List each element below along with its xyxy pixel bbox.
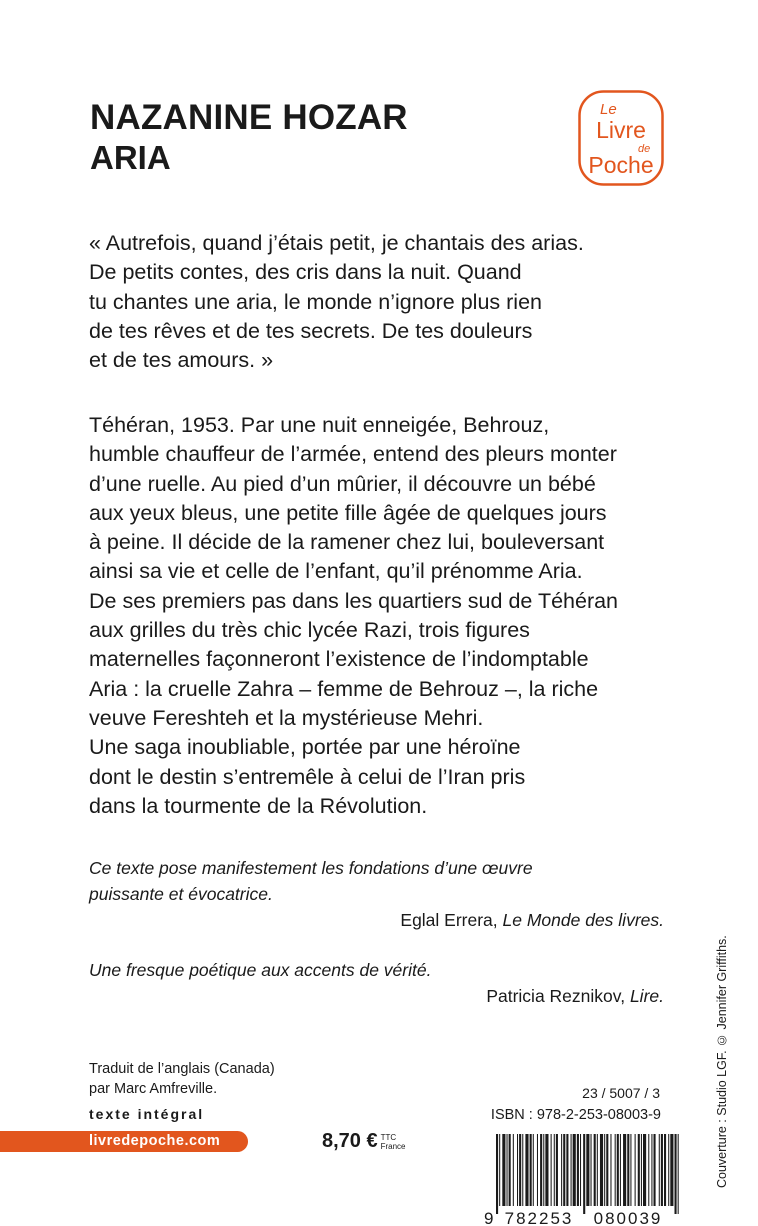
price-tax-ttc: TTC bbox=[380, 1133, 397, 1142]
barcode-bar bbox=[566, 1134, 568, 1206]
barcode-bar bbox=[654, 1134, 656, 1206]
synopsis-line: veuve Fereshteh et la mystérieuse Mehri. bbox=[89, 705, 484, 730]
barcode-bar bbox=[678, 1134, 679, 1214]
barcode-bar bbox=[545, 1134, 548, 1206]
synopsis-line: maternelles façonneront l’existence de l’indomptable bbox=[89, 647, 589, 672]
barcode-bar bbox=[600, 1134, 603, 1206]
synopsis-line: dont le destin s’entremêle à celui de l’Iran pris bbox=[89, 764, 526, 789]
press-review bbox=[89, 855, 664, 933]
barcode-bar bbox=[563, 1134, 565, 1206]
barcode-bars bbox=[496, 1134, 679, 1214]
synopsis-line: aux yeux bleus, une petite fille âgée de quelques jours bbox=[89, 500, 607, 525]
barcode-bar bbox=[597, 1134, 598, 1206]
barcode-bar bbox=[522, 1134, 523, 1206]
barcode-bar bbox=[525, 1134, 528, 1206]
book-title: ARIA bbox=[90, 139, 171, 176]
barcode-bar bbox=[594, 1134, 596, 1206]
review-author: Patricia Reznikov, bbox=[486, 986, 630, 1006]
barcode-bar bbox=[668, 1134, 669, 1206]
barcode-bar bbox=[502, 1134, 505, 1206]
logo-text-livre: Livre bbox=[596, 117, 646, 143]
barcode-bar bbox=[507, 1134, 508, 1206]
barcode-bar bbox=[540, 1134, 542, 1206]
price-amount: 8,70 € bbox=[322, 1130, 378, 1152]
barcode-bar bbox=[610, 1134, 611, 1206]
barcode-bar bbox=[635, 1134, 636, 1206]
price bbox=[322, 1130, 406, 1153]
barcode-bar bbox=[606, 1134, 608, 1206]
barcode-bar bbox=[551, 1134, 552, 1206]
barcode-bar bbox=[620, 1134, 621, 1206]
barcode-bar bbox=[543, 1134, 544, 1206]
review-attribution bbox=[89, 907, 664, 933]
barcode-bar bbox=[537, 1134, 538, 1206]
barcode-bar bbox=[641, 1134, 642, 1206]
barcode-bar bbox=[643, 1134, 646, 1206]
barcode-bar bbox=[580, 1134, 581, 1206]
translation-line: par Marc Amfreville. bbox=[89, 1081, 218, 1097]
barcode-bar bbox=[509, 1134, 511, 1206]
barcode-bar bbox=[496, 1134, 498, 1214]
catalog-code: 23 / 5007 / 3 bbox=[582, 1085, 660, 1101]
barcode-bar bbox=[604, 1134, 605, 1206]
logo-text-de: de bbox=[638, 143, 651, 155]
barcode-bar bbox=[661, 1134, 663, 1206]
quote-line: et de tes amours. » bbox=[89, 348, 274, 373]
review-source: Le Monde des livres. bbox=[502, 910, 664, 930]
barcode-bar bbox=[577, 1134, 579, 1206]
quote-line: tu chantes une aria, le monde n’ignore plus rien bbox=[89, 289, 542, 314]
synopsis-line: à peine. Il décide de la ramener chez lui, bouleversant bbox=[89, 530, 605, 555]
press-review bbox=[89, 957, 664, 1009]
cover-credit: Couverture : Studio LGF. © Jennifer Griffiths. bbox=[715, 935, 729, 1188]
logo-text-poche: Poche bbox=[588, 152, 654, 178]
review-quote-line: Ce texte pose manifestement les fondations d’une œuvre bbox=[89, 858, 533, 878]
price-tax-note bbox=[381, 1133, 406, 1151]
barcode-bar bbox=[617, 1134, 619, 1206]
quote-line: De petits contes, des cris dans la nuit. Quand bbox=[89, 260, 522, 285]
website-banner bbox=[0, 1131, 248, 1152]
barcode-bar bbox=[659, 1134, 660, 1206]
synopsis-line: Téhéran, 1953. Par une nuit enneigée, Behrouz, bbox=[89, 413, 550, 437]
barcode-bar bbox=[670, 1134, 673, 1206]
barcode-bar bbox=[675, 1134, 677, 1214]
barcode-bar bbox=[513, 1134, 514, 1206]
synopsis-line: dans la tourmente de la Révolution. bbox=[89, 793, 428, 818]
barcode-bar bbox=[664, 1134, 666, 1206]
synopsis-line: De ses premiers pas dans les quartiers sud de Téhéran bbox=[89, 588, 619, 613]
translation-credit bbox=[89, 1059, 275, 1099]
barcode-bar bbox=[556, 1134, 558, 1206]
synopsis-line: ainsi sa vie et celle de l’enfant, qu’il prénomme Aria. bbox=[89, 559, 583, 584]
barcode-bar bbox=[573, 1134, 576, 1206]
barcode-bar bbox=[591, 1134, 592, 1206]
barcode-bar bbox=[623, 1134, 626, 1206]
isbn: ISBN : 978-2-253-08003-9 bbox=[490, 1107, 661, 1123]
review-quote-line: Une fresque poétique aux accents de vérité. bbox=[89, 960, 432, 980]
barcode-bar bbox=[533, 1134, 534, 1206]
barcode-bar bbox=[554, 1134, 555, 1206]
logo-text-le: Le bbox=[600, 101, 617, 118]
review-author: Eglal Errera, bbox=[400, 910, 503, 930]
barcode-bar bbox=[630, 1134, 631, 1206]
quote-line: « Autrefois, quand j’étais petit, je chantais des arias. bbox=[89, 231, 584, 255]
barcode-bar bbox=[530, 1134, 532, 1206]
synopsis-line: aux grilles du très chic lycée Razi, trois figures bbox=[89, 618, 530, 643]
review-quote-line: puissante et évocatrice. bbox=[89, 884, 273, 904]
barcode-bar bbox=[615, 1134, 616, 1206]
synopsis-line: Une saga inoubliable, portée par une héroïne bbox=[89, 735, 521, 760]
website-link[interactable]: livredepoche.com bbox=[89, 1133, 221, 1149]
opening-quote bbox=[89, 229, 689, 375]
barcode-lead-digit: 9 bbox=[484, 1209, 494, 1226]
author-name: NAZANINE HOZAR bbox=[90, 98, 408, 137]
review-source: Lire. bbox=[629, 986, 664, 1006]
synopsis-line: Aria : la cruelle Zahra – femme de Behrouz –, la riche bbox=[89, 676, 599, 701]
barcode-bar bbox=[517, 1134, 518, 1206]
barcode-left-digits: 782253 bbox=[504, 1209, 574, 1226]
translation-line: Traduit de l’anglais (Canada) bbox=[89, 1061, 275, 1077]
barcode-right-digits: 080039 bbox=[593, 1209, 663, 1226]
barcode-bar bbox=[638, 1134, 640, 1206]
synopsis bbox=[89, 411, 689, 821]
barcode-bar bbox=[499, 1134, 500, 1206]
quote-line: de tes rêves et de tes secrets. De tes douleurs bbox=[89, 318, 533, 343]
synopsis-line: d’une ruelle. Au pied d’un mûrier, il découvre un bébé bbox=[89, 471, 596, 496]
synopsis-line: humble chauffeur de l’armée, entend des pleurs monter bbox=[89, 442, 617, 467]
barcode-bar bbox=[583, 1134, 585, 1214]
barcode-bar bbox=[627, 1134, 629, 1206]
barcode-bar bbox=[561, 1134, 562, 1206]
barcode bbox=[482, 1134, 682, 1226]
barcode-bar bbox=[519, 1134, 521, 1206]
barcode-bar bbox=[648, 1134, 649, 1206]
unabridged-label: texte intégral bbox=[89, 1106, 205, 1122]
barcode-bar bbox=[571, 1134, 572, 1206]
review-attribution bbox=[89, 983, 664, 1009]
barcode-bar bbox=[586, 1134, 589, 1206]
le-livre-de-poche-logo bbox=[578, 90, 664, 186]
price-tax-country: France bbox=[380, 1142, 406, 1151]
barcode-bar bbox=[651, 1134, 652, 1206]
